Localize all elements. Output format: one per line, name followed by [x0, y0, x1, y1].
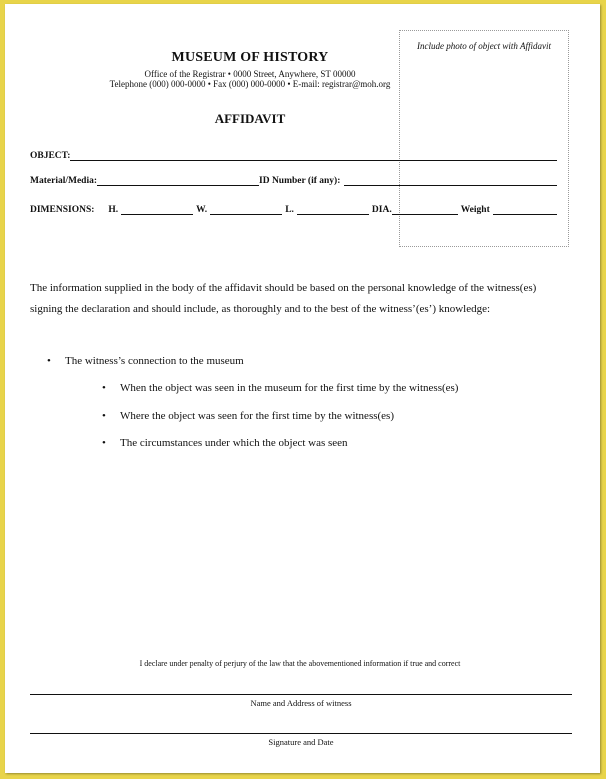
witness-name-address-line[interactable] [30, 694, 572, 695]
width-input-line[interactable] [210, 204, 282, 215]
list-item [102, 410, 394, 422]
bullet-glyph: • [102, 437, 106, 449]
affidavit-page [5, 4, 600, 773]
object-label: OBJECT: [30, 151, 71, 161]
list-item [102, 437, 348, 449]
museum-name: MUSEUM OF HISTORY [171, 50, 329, 65]
sub-bullet-text: The circumstances under which the object was seen [120, 437, 348, 449]
bullet-glyph: • [102, 382, 106, 394]
object-field-row [30, 150, 557, 161]
letterhead [105, 50, 395, 89]
length-input-line[interactable] [297, 204, 369, 215]
signature-date-line[interactable] [30, 733, 572, 734]
office-line: Office of the Registrar • 0000 Street, Anywhere, ST 00000 [144, 69, 356, 79]
list-item [102, 382, 458, 394]
bullet-text: The witness’s connection to the museum [65, 355, 244, 367]
height-label: H. [108, 205, 119, 215]
signature-date-caption: Signature and Date [268, 737, 334, 747]
width-label: W. [196, 205, 208, 215]
witness-name-address-caption: Name and Address of witness [250, 698, 352, 708]
material-field-row [30, 175, 557, 186]
diameter-label: DIA. [371, 205, 392, 215]
bullet-glyph: • [47, 355, 51, 367]
document-title: AFFIDAVIT [214, 111, 286, 126]
height-input-line[interactable] [121, 204, 193, 215]
sub-bullet-text: When the object was seen in the museum for the first time by the witness(es) [120, 382, 459, 394]
photo-note-emphasis: Affidavit [520, 41, 552, 51]
material-label: Material/Media: [30, 176, 98, 186]
diameter-input-line[interactable] [392, 204, 458, 215]
weight-label: Weight [460, 205, 490, 215]
contact-line: Telephone (000) 000-0000 • Fax (000) 000-0000 • E-mail: registrar@moh.org [109, 79, 391, 89]
id-number-input-line[interactable] [344, 175, 557, 186]
length-label: L. [285, 205, 294, 215]
list-item [47, 355, 244, 367]
bullet-glyph: • [102, 410, 106, 422]
photo-note: Include photo of object with Affidavit [416, 41, 552, 51]
weight-input-line[interactable] [493, 204, 557, 215]
material-input-line[interactable] [97, 175, 259, 186]
intro-paragraph: The information supplied in the body of the affidavit should be based on the personal knowledge of the witness(es) signing the declaration and should include, as thoroughly and to the best of the witness’(es’) knowledge: [30, 282, 537, 315]
id-number-label: ID Number (if any): [259, 176, 341, 186]
dimensions-label: DIMENSIONS: [30, 205, 95, 215]
object-input-line[interactable] [70, 150, 557, 161]
perjury-declaration: I declare under penalty of perjury of the law that the abovementioned information if true and correct [139, 659, 461, 668]
dimensions-field-row [30, 204, 557, 215]
sub-bullet-text: Where the object was seen for the first time by the witness(es) [120, 410, 394, 422]
